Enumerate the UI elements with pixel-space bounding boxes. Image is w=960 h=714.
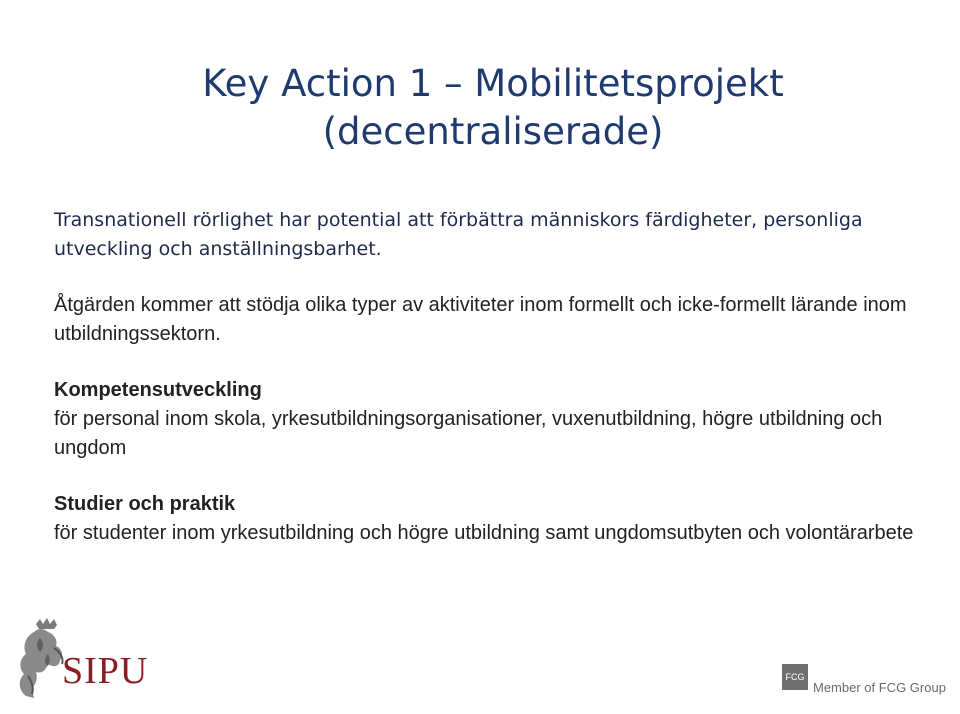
fcg-logo-text: FCG — [785, 672, 805, 682]
title-line-2: (decentraliserade) — [322, 110, 664, 153]
section-staff-heading: Kompetensutveckling — [54, 379, 262, 401]
paragraph-support: Åtgärden kommer att stödja olika typer av aktiviteter inom formellt och icke-formellt lärande inom utbildningssektorn. — [54, 294, 907, 345]
slide-title — [0, 60, 960, 156]
section-students — [54, 490, 914, 548]
section-staff-text: för personal inom skola, yrkesutbildningsorganisationer, vuxenutbildning, högre utbildning och ungdom — [54, 408, 883, 459]
sipu-logo-text: SIPU — [62, 650, 149, 692]
section-students-heading: Studier och praktik — [54, 493, 236, 515]
slide-body — [54, 206, 914, 575]
fcg-logo — [782, 664, 808, 690]
title-line-1: Key Action 1 – Mobilitetsprojekt — [202, 62, 784, 105]
paragraph-mobility: Transnationell rörlighet har potential att förbättra människors färdigheter, personliga utveckling och anställningsbarhet. — [54, 209, 863, 260]
fcg-member-text: Member of FCG Group — [813, 680, 946, 695]
section-students-text: för studenter inom yrkesutbildning och högre utbildning samt ungdomsutbyten och volontärarbete — [54, 522, 914, 544]
section-staff — [54, 376, 914, 463]
